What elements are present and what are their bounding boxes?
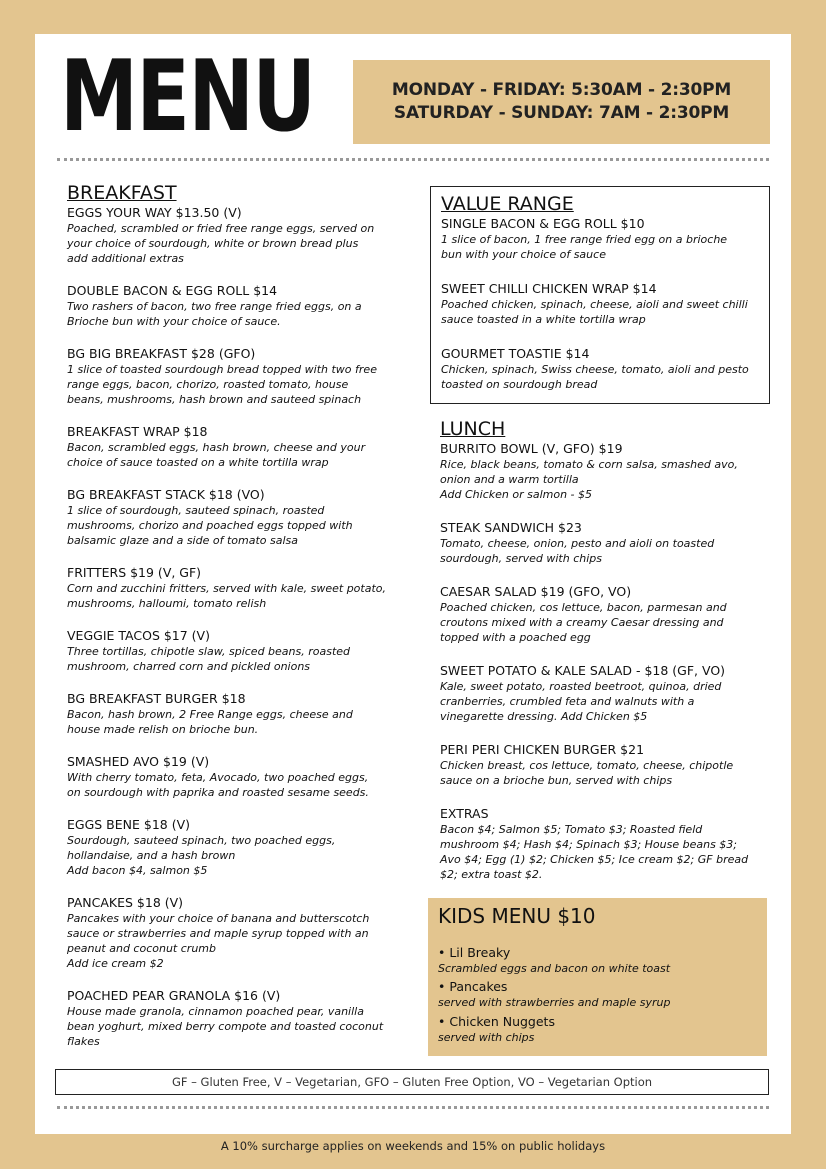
- bottom-divider: [57, 1106, 769, 1109]
- top-divider: [57, 158, 769, 161]
- menu-item: [67, 204, 412, 266]
- menu-item-desc: onion and a warm tortilla: [440, 473, 579, 486]
- menu-item: [440, 583, 770, 645]
- menu-item-desc: Two rashers of bacon, two free range fried eggs, on a: [67, 300, 362, 313]
- menu-item: [67, 627, 412, 674]
- menu-item-desc: Poached, scrambled or fried free range eggs, served on: [67, 222, 375, 235]
- menu-item-desc: choice of sauce toasted on a white tortilla wrap: [67, 456, 329, 469]
- menu-item-name: GOURMET TOASTIE $14: [441, 346, 590, 361]
- value-range-title: VALUE RANGE: [441, 193, 574, 215]
- menu-item-desc: Poached chicken, spinach, cheese, aioli and sweet chilli: [441, 298, 748, 311]
- kids-item: [438, 1013, 555, 1045]
- menu-item-desc: Tomato, cheese, onion, pesto and aioli on toasted: [440, 537, 715, 550]
- menu-item: [440, 741, 770, 788]
- menu-item-desc: Bacon, hash brown, 2 Free Range eggs, cheese and: [67, 708, 353, 721]
- weekend-hours: SATURDAY - SUNDAY: 7AM - 2:30PM: [393, 103, 730, 123]
- menu-item-name: BURRITO BOWL (V, GFO) $19: [440, 441, 623, 456]
- menu-item-desc: Brioche bun with your choice of sauce.: [67, 315, 281, 328]
- menu-item-desc: Poached chicken, cos lettuce, bacon, parmesan and: [440, 601, 727, 614]
- menu-item: [440, 662, 770, 724]
- menu-item: [67, 894, 412, 971]
- menu-item: [67, 345, 412, 407]
- menu-item-desc: vinegarette dressing. Add Chicken $5: [440, 710, 648, 723]
- breakfast-section: [67, 182, 412, 1049]
- menu-item-desc: sourdough, served with chips: [440, 552, 602, 565]
- menu-item-desc: Sourdough, sauteed spinach, two poached eggs,: [67, 834, 336, 847]
- breakfast-title: BREAKFAST: [67, 182, 177, 204]
- menu-item-desc: add additional extras: [67, 252, 184, 265]
- menu-item-desc: mushrooms, chorizo and poached eggs topped with: [67, 519, 353, 532]
- menu-item-desc: 1 slice of toasted sourdough bread topped with two free: [67, 363, 377, 376]
- menu-item: [441, 280, 766, 327]
- menu-item: [67, 486, 412, 548]
- weekday-hours: MONDAY - FRIDAY: 5:30AM - 2:30PM: [391, 80, 732, 100]
- menu-item: [67, 564, 412, 611]
- menu-item: [67, 987, 412, 1049]
- menu-item-name: VEGGIE TACOS $17 (V): [67, 628, 210, 643]
- menu-item-desc: Chicken, spinach, Swiss cheese, tomato, aioli and pesto: [441, 363, 749, 376]
- menu-item-desc: peanut and coconut crumb: [67, 942, 216, 955]
- menu-item-desc: Bacon, scrambled eggs, hash brown, cheese and your: [67, 441, 366, 454]
- menu-item-desc: balsamic glaze and a side of tomato salsa: [67, 534, 298, 547]
- menu-item: [67, 282, 412, 329]
- menu-item-name: DOUBLE BACON & EGG ROLL $14: [67, 283, 278, 298]
- menu-item-desc: bean yoghurt, mixed berry compote and toasted coconut: [67, 1020, 384, 1033]
- menu-item-desc: hollandaise, and a hash brown: [67, 849, 236, 862]
- menu-item-desc: Avo $4; Egg (1) $2; Chicken $5; Ice cream $2; GF bread: [440, 853, 749, 866]
- menu-item-desc: 1 slice of sourdough, sauteed spinach, roasted: [67, 504, 325, 517]
- menu-item-name: BREAKFAST WRAP $18: [67, 424, 208, 439]
- menu-item-name: EGGS BENE $18 (V): [67, 817, 191, 832]
- lunch-section: [440, 418, 770, 882]
- menu-item-name: SINGLE BACON & EGG ROLL $10: [441, 216, 645, 231]
- menu-item: [440, 519, 770, 566]
- kids-item: [438, 944, 670, 976]
- menu-item-desc: With cherry tomato, feta, Avocado, two poached eggs,: [67, 771, 369, 784]
- menu-item-desc: on sourdough with paprika and roasted sesame seeds.: [67, 786, 369, 799]
- menu-item: [440, 805, 770, 882]
- menu-item-name: BG BREAKFAST STACK $18 (VO): [67, 487, 265, 502]
- menu-item: [67, 753, 412, 800]
- menu-item-name: CAESAR SALAD $19 (GFO, VO): [440, 584, 632, 599]
- menu-item: [440, 440, 770, 502]
- kids-menu-box: [428, 898, 767, 1056]
- menu-item-desc: Bacon $4; Salmon $5; Tomato $3; Roasted field: [440, 823, 703, 836]
- menu-item-name: POACHED PEAR GRANOLA $16 (V): [67, 988, 281, 1003]
- kids-item-desc: served with chips: [438, 1031, 535, 1044]
- menu-title: MENU: [60, 40, 315, 154]
- menu-item-desc: Add ice cream $2: [67, 957, 164, 970]
- menu-item-desc: mushroom, charred corn and pickled onions: [67, 660, 311, 673]
- menu-item-desc: Add bacon $4, salmon $5: [67, 864, 208, 877]
- menu-item-desc: range eggs, bacon, chorizo, roasted tomato, house: [67, 378, 349, 391]
- kids-item-name: • Lil Breaky: [438, 945, 511, 960]
- menu-item-desc: toasted on sourdough bread: [441, 378, 598, 391]
- menu-item-desc: cranberries, crumbled feta and walnuts with a: [440, 695, 695, 708]
- menu-item-desc: beans, mushrooms, hash brown and sauteed spinach: [67, 393, 362, 406]
- menu-item-desc: mushrooms, halloumi, tomato relish: [67, 597, 267, 610]
- dietary-legend: GF – Gluten Free, V – Vegetarian, GFO – Gluten Free Option, VO – Vegetarian Option: [55, 1069, 769, 1095]
- menu-item-name: BG BIG BREAKFAST $28 (GFO): [67, 346, 256, 361]
- menu-item-name: EGGS YOUR WAY $13.50 (V): [67, 205, 242, 220]
- menu-item-desc: your choice of sourdough, white or brown bread plus: [67, 237, 359, 250]
- menu-item: [67, 423, 412, 470]
- menu-item-desc: Rice, black beans, tomato & corn salsa, smashed avo,: [440, 458, 738, 471]
- menu-item-name: PANCAKES $18 (V): [67, 895, 184, 910]
- menu-item: [441, 215, 766, 262]
- menu-item-name: STEAK SANDWICH $23: [440, 520, 582, 535]
- value-range-section: [441, 193, 766, 392]
- menu-item: [67, 816, 412, 878]
- menu-item: [67, 690, 412, 737]
- menu-item-desc: topped with a poached egg: [440, 631, 591, 644]
- menu-item-desc: Chicken breast, cos lettuce, tomato, cheese, chipotle: [440, 759, 734, 772]
- menu-item-name: EXTRAS: [440, 806, 489, 821]
- menu-item-desc: Add Chicken or salmon - $5: [440, 488, 593, 501]
- lunch-title: LUNCH: [440, 418, 506, 440]
- kids-item-name: • Pancakes: [438, 979, 508, 994]
- menu-item-desc: bun with your choice of sauce: [441, 248, 606, 261]
- menu-item-desc: Pancakes with your choice of banana and butterscotch: [67, 912, 370, 925]
- menu-item-desc: sauce or strawberries and maple syrup topped with an: [67, 927, 369, 940]
- kids-menu-title: KIDS MENU $10: [438, 904, 596, 928]
- menu-item-desc: House made granola, cinnamon poached pear, vanilla: [67, 1005, 364, 1018]
- menu-item-desc: sauce toasted in a white tortilla wrap: [441, 313, 646, 326]
- kids-item-desc: served with strawberries and maple syrup: [438, 996, 671, 1009]
- menu-item-desc: $2; extra toast $2.: [440, 868, 543, 881]
- kids-item-desc: Scrambled eggs and bacon on white toast: [438, 962, 671, 975]
- menu-item-desc: croutons mixed with a creamy Caesar dressing and: [440, 616, 724, 629]
- kids-item-name: • Chicken Nuggets: [438, 1014, 555, 1029]
- menu-item-desc: Kale, sweet potato, roasted beetroot, quinoa, dried: [440, 680, 722, 693]
- menu-item-name: SWEET CHILLI CHICKEN WRAP $14: [441, 281, 657, 296]
- menu-item-desc: mushroom $4; Hash $4; Spinach $3; House beans $3;: [440, 838, 738, 851]
- menu-item-desc: flakes: [67, 1035, 100, 1048]
- menu-item-name: SWEET POTATO & KALE SALAD - $18 (GF, VO): [440, 663, 726, 678]
- surcharge-note: A 10% surcharge applies on weekends and 15% on public holidays: [220, 1139, 606, 1153]
- menu-item: [441, 345, 766, 392]
- menu-item-desc: sauce on a brioche bun, served with chips: [440, 774, 673, 787]
- opening-hours-box: [353, 60, 770, 144]
- menu-item-desc: 1 slice of bacon, 1 free range fried egg on a brioche: [441, 233, 728, 246]
- menu-item-desc: Three tortillas, chipotle slaw, spiced beans, roasted: [67, 645, 351, 658]
- menu-item-desc: house made relish on brioche bun.: [67, 723, 259, 736]
- menu-item-name: SMASHED AVO $19 (V): [67, 754, 210, 769]
- menu-item-name: PERI PERI CHICKEN BURGER $21: [440, 742, 645, 757]
- menu-item-name: BG BREAKFAST BURGER $18: [67, 691, 246, 706]
- kids-item: [438, 978, 670, 1010]
- menu-item-name: FRITTERS $19 (V, GF): [67, 565, 202, 580]
- menu-item-desc: Corn and zucchini fritters, served with kale, sweet potato,: [67, 582, 386, 595]
